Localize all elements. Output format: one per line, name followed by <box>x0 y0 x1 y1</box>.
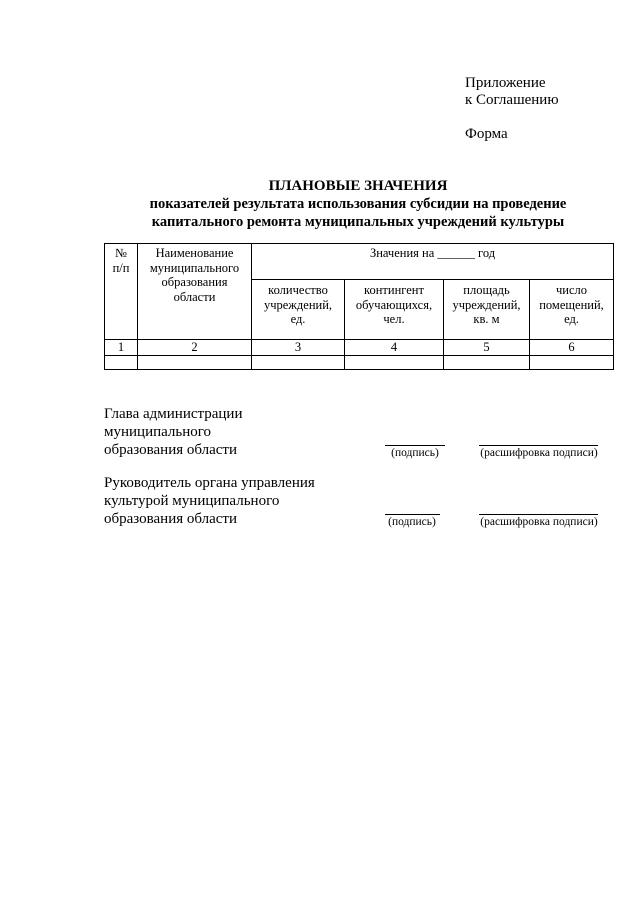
planned-values-table <box>104 243 614 370</box>
signature-label-line: культурой муниципального <box>104 493 280 509</box>
header-students-count <box>345 280 444 340</box>
signature-caption: (подпись) <box>391 447 439 459</box>
header-municipality-line: муниципального <box>149 260 240 275</box>
column-number-cell: 3 <box>252 340 345 356</box>
column-number-cell: 6 <box>530 340 614 356</box>
header-number-cell <box>105 244 138 340</box>
document-title: ПЛАНОВЫЕ ЗНАЧЕНИЯ <box>268 178 448 194</box>
header-line: обучающихся, <box>355 297 433 312</box>
column-number-cell: 5 <box>444 340 530 356</box>
header-values-group: Значения на ______ год <box>252 244 614 280</box>
table-cell[interactable] <box>105 355 138 369</box>
table-cell[interactable] <box>345 355 444 369</box>
document-subtitle-line1: показателей результата использования субсидии на проведение <box>149 196 567 212</box>
header-line: количество <box>268 283 328 297</box>
name-decoding-line[interactable] <box>479 445 598 446</box>
header-institutions-count <box>252 280 345 340</box>
header-line: помещений, <box>539 297 604 312</box>
document-subtitle-line2: капитального ремонта муниципальных учреждений культуры <box>151 214 565 230</box>
header-line: ед. <box>290 312 306 326</box>
header-line: контингент <box>364 283 424 297</box>
header-area <box>444 280 530 340</box>
signature-caption: (подпись) <box>388 516 436 528</box>
header-number-line: п/п <box>112 260 130 275</box>
name-decoding-line[interactable] <box>479 514 598 515</box>
signature-label-line: образования области <box>104 442 238 458</box>
name-decoding-caption: (расшифровка подписи) <box>480 447 598 459</box>
signature-label-line: образования области <box>104 511 238 527</box>
signature-line[interactable] <box>385 514 440 515</box>
head-of-administration-label <box>104 405 242 459</box>
header-municipality-line: области <box>173 289 216 304</box>
appendix-label: Приложение <box>465 75 546 91</box>
header-number-line: № <box>115 246 127 260</box>
signature-line[interactable] <box>385 445 445 446</box>
header-line: кв. м <box>473 312 500 326</box>
header-line: учреждений, <box>263 297 333 312</box>
column-number-cell: 1 <box>105 340 138 356</box>
header-municipality-cell <box>138 244 252 340</box>
table-cell[interactable] <box>444 355 530 369</box>
header-municipality-line: Наименование <box>155 246 234 260</box>
table-cell[interactable] <box>530 355 614 369</box>
header-line: число <box>556 283 588 297</box>
column-number-cell: 4 <box>345 340 444 356</box>
form-label: Форма <box>465 126 508 142</box>
signature-label-line: Глава администрации <box>104 406 243 422</box>
signature-label-line: Руководитель органа управления <box>104 475 315 491</box>
table-cell[interactable] <box>252 355 345 369</box>
appendix-agreement-label: к Соглашению <box>465 92 559 108</box>
header-line: площадь <box>463 283 510 297</box>
header-rooms-count <box>530 280 614 340</box>
header-line: чел. <box>383 312 405 326</box>
column-number-cell: 2 <box>138 340 252 356</box>
culture-authority-head-label <box>104 474 315 528</box>
name-decoding-caption: (расшифровка подписи) <box>480 516 598 528</box>
header-line: учреждений, <box>452 297 521 312</box>
signature-label-line: муниципального <box>104 424 212 440</box>
table-cell[interactable] <box>138 355 252 369</box>
column-numbers-row <box>105 340 614 356</box>
header-line: ед. <box>564 312 579 326</box>
header-municipality-line: образования <box>161 275 228 289</box>
empty-data-row <box>105 355 614 369</box>
